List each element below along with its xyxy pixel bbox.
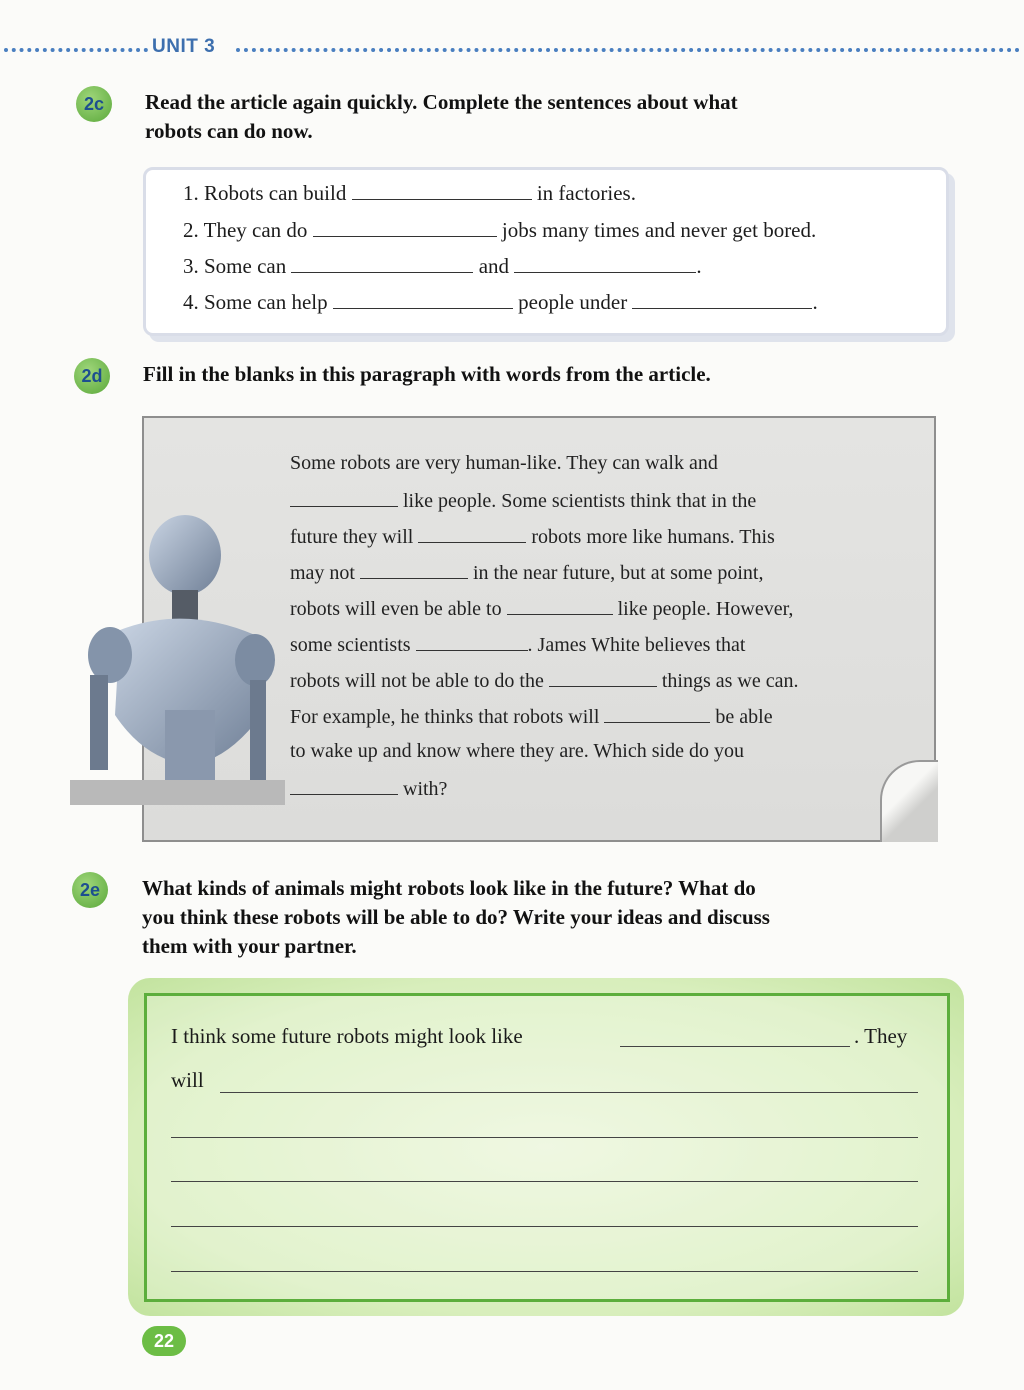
blank-2e-1[interactable] bbox=[620, 1046, 850, 1047]
instruction-2e-line1: What kinds of animals might robots look like in the future? What do bbox=[142, 876, 756, 900]
paragraph-line-4-a: may not bbox=[290, 562, 355, 584]
paragraph-line-3-b: robots more like humans. This bbox=[531, 526, 775, 548]
blank-3b[interactable] bbox=[514, 254, 696, 273]
paragraph-line-9: to wake up and know where they are. Which side do you bbox=[290, 740, 744, 762]
blank-2d-3[interactable] bbox=[360, 560, 468, 579]
sentence-2-start: 2. They can do bbox=[183, 218, 308, 242]
paragraph-line-5 bbox=[290, 596, 793, 621]
blank-2d-7[interactable] bbox=[604, 704, 710, 723]
instruction-2e-line2: you think these robots will be able to do? Write your ideas and discuss bbox=[142, 905, 770, 929]
paragraph-line-3 bbox=[290, 524, 775, 549]
blank-2d-6[interactable] bbox=[549, 668, 657, 687]
paragraph-line-8 bbox=[290, 704, 773, 729]
answer-line-3[interactable] bbox=[171, 1181, 918, 1182]
paragraph-line-6 bbox=[290, 632, 745, 657]
unit-label: UNIT 3 bbox=[152, 36, 216, 57]
paragraph-line-5-a: robots will even be able to bbox=[290, 598, 502, 620]
sentence-3 bbox=[183, 254, 702, 279]
sentence-1-end: in factories. bbox=[536, 181, 636, 205]
paragraph-line-7-a: robots will not be able to do the bbox=[290, 670, 544, 692]
instruction-2c-line2: robots can do now. bbox=[145, 119, 313, 143]
robot-illustration bbox=[70, 510, 285, 805]
paragraph-line-5-b: like people. However, bbox=[617, 598, 794, 620]
sentence-3-and: and bbox=[478, 254, 510, 278]
sentence-4-mid: people under bbox=[518, 290, 628, 314]
blank-2d-1[interactable] bbox=[290, 488, 398, 507]
blank-2d-2[interactable] bbox=[418, 524, 526, 543]
paragraph-line-8-a: For example, he thinks that robots will bbox=[290, 706, 600, 728]
sentence-2 bbox=[183, 218, 816, 243]
paragraph-line-10 bbox=[290, 776, 447, 801]
blank-2[interactable] bbox=[313, 218, 497, 237]
page-number: 22 bbox=[142, 1326, 186, 1356]
blank-2d-8[interactable] bbox=[290, 776, 398, 795]
sentence-4-end: . bbox=[812, 290, 818, 314]
paragraph-line-6-b: . James White believes that bbox=[527, 634, 746, 656]
paragraph-line-2-text: like people. Some scientists think that in the bbox=[403, 490, 757, 512]
header-dots-right bbox=[236, 48, 1020, 52]
paragraph-line-1: Some robots are very human-like. They can walk and bbox=[290, 452, 718, 474]
instruction-2d: Fill in the blanks in this paragraph with words from the article. bbox=[143, 362, 711, 386]
sentence-2-end: jobs many times and never get bored. bbox=[501, 218, 817, 242]
blank-3a[interactable] bbox=[291, 254, 473, 273]
answer-line-4[interactable] bbox=[171, 1226, 918, 1227]
writing-line-1b: . They bbox=[854, 1024, 908, 1048]
paragraph-line-8-b: be able bbox=[715, 706, 773, 728]
blank-2d-4[interactable] bbox=[507, 596, 613, 615]
answer-line-5[interactable] bbox=[171, 1271, 918, 1272]
paragraph-line-4-b: in the near future, but at some point, bbox=[473, 562, 764, 584]
blank-4a[interactable] bbox=[333, 290, 513, 309]
sentence-4-start: 4. Some can help bbox=[183, 290, 328, 314]
instruction-2c-line1: Read the article again quickly. Complete the sentences about what bbox=[145, 90, 738, 114]
badge-2d: 2d bbox=[74, 358, 110, 394]
blank-1[interactable] bbox=[352, 181, 532, 200]
sentence-1-start: 1. Robots can build bbox=[183, 181, 347, 205]
blank-4b[interactable] bbox=[632, 290, 812, 309]
paragraph-line-4 bbox=[290, 560, 763, 585]
sentence-4 bbox=[183, 290, 818, 315]
paragraph-line-10-text: with? bbox=[403, 778, 448, 800]
answer-line-2[interactable] bbox=[171, 1137, 918, 1138]
paragraph-line-2 bbox=[290, 488, 756, 513]
instruction-2e-line3: them with your partner. bbox=[142, 934, 357, 958]
badge-2e: 2e bbox=[72, 872, 108, 908]
paragraph-line-7 bbox=[290, 668, 799, 693]
sentence-3-end: . bbox=[696, 254, 702, 278]
sentence-3-start: 3. Some can bbox=[183, 254, 287, 278]
writing-line-2: will bbox=[171, 1068, 204, 1092]
badge-2c: 2c bbox=[76, 86, 112, 122]
paragraph-line-3-a: future they will bbox=[290, 526, 414, 548]
blank-2d-5[interactable] bbox=[416, 632, 528, 651]
answer-line-1[interactable] bbox=[220, 1092, 918, 1093]
writing-line-1a: I think some future robots might look like bbox=[171, 1024, 523, 1048]
header-dots-left bbox=[4, 48, 148, 52]
paragraph-line-7-b: things as we can. bbox=[661, 670, 799, 692]
sentence-1 bbox=[183, 181, 636, 206]
paragraph-line-6-a: some scientists bbox=[290, 634, 411, 656]
